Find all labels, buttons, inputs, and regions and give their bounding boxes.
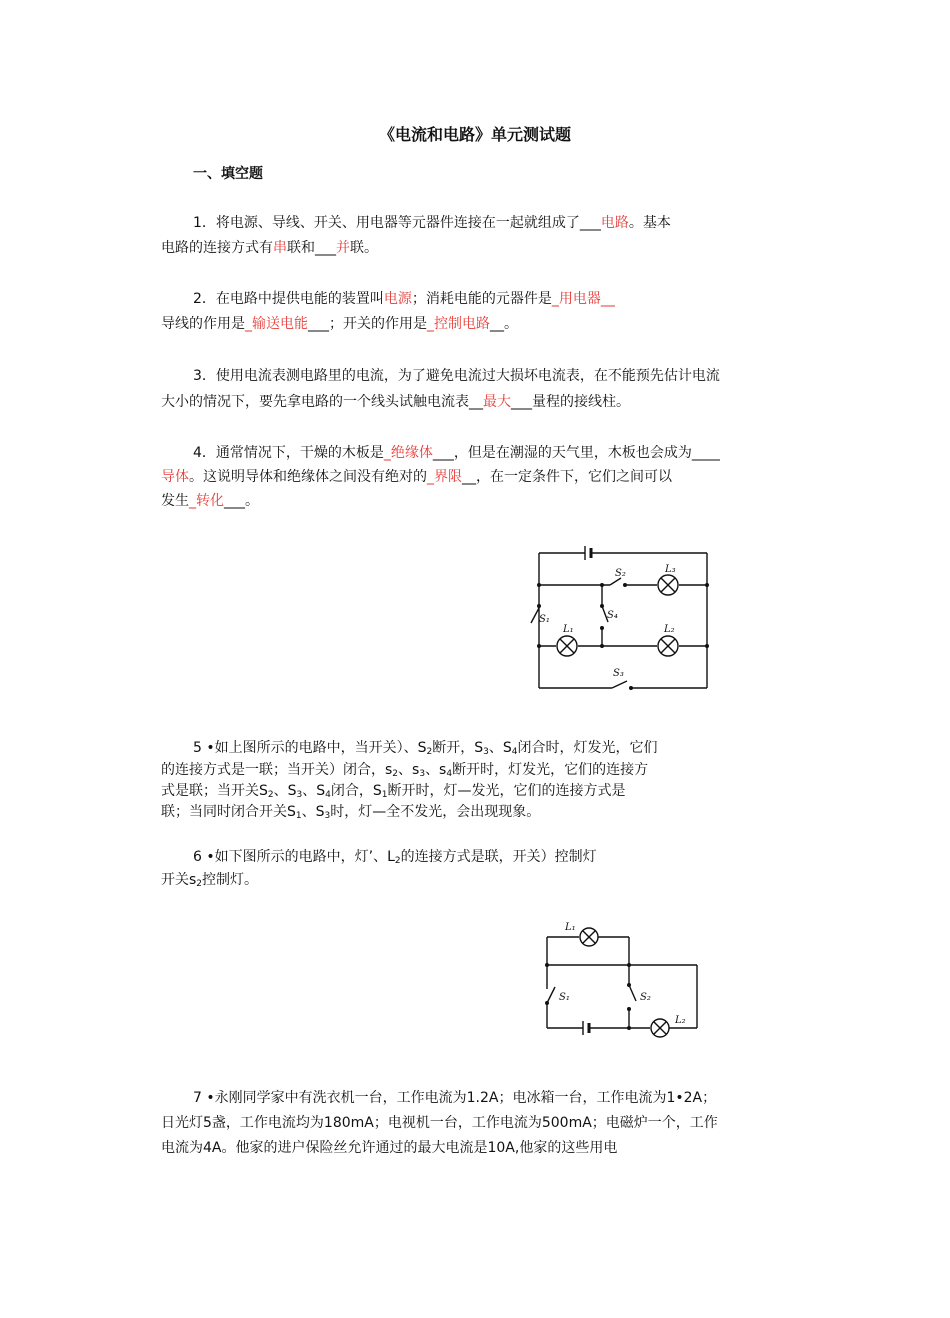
- label-l3: L₃: [665, 564, 676, 575]
- q5-text: 的连接方式是一联；当开关）闭合，s: [161, 762, 393, 778]
- q2-text: ___；开关的作用是: [308, 316, 427, 332]
- q5-line1: [193, 738, 658, 762]
- q7-line3: 电流为4A。他家的进户保险丝允许通过的最大电流是10A,他家的这些用电: [161, 1140, 618, 1156]
- q5-text: 闭合，S: [330, 783, 382, 799]
- q5-subscript: 2: [426, 747, 433, 757]
- q5-text: 断开，S: [432, 740, 484, 756]
- q5-subscript: 3: [483, 747, 489, 757]
- label-l2: L₂: [664, 624, 675, 635]
- q2-text: 导线的作用是: [161, 316, 245, 332]
- q4-answer: _绝缘体: [383, 445, 433, 461]
- q4-text: ___，但是在潮湿的天气里，木板也会成为____: [432, 445, 720, 461]
- q2-text: __。: [490, 316, 518, 332]
- q5-subscript: 2: [392, 769, 399, 779]
- q4-text: 。这说明导体和绝缘体之间没有绝对的: [189, 469, 427, 485]
- q1-answer: 串: [273, 240, 287, 256]
- q7-line2: 日光灯5盏，工作电流均为180mA；电视机一台，工作电流为500mA；电磁炉一个，工作: [161, 1115, 718, 1131]
- label-s1: S₁: [539, 614, 550, 625]
- q4-line1: [193, 443, 720, 463]
- q5-text: 闭合时，灯发光，它们: [517, 740, 658, 756]
- q5-text: 、S: [273, 783, 297, 799]
- q6-text: 6 •如下图所示的电路中，灯’、L: [193, 849, 395, 865]
- q5-line4: [161, 802, 540, 826]
- label-l1: L₁: [565, 922, 576, 933]
- q2-answer: _控制电路: [427, 316, 490, 332]
- q3-text: ___量程的接线柱。: [511, 394, 630, 410]
- q2-line1: [193, 289, 615, 309]
- q2-answer: 电源: [383, 291, 412, 307]
- q1-text: 电路的连接方式有: [161, 240, 273, 256]
- q4-text: __，在一定条件下，它们之间可以: [462, 469, 672, 485]
- q1-text: 。基本: [628, 215, 671, 231]
- q3-text: 大小的情况下，要先拿电路的一个线头试触电流表__: [161, 394, 483, 410]
- section-title: 一、填空题: [193, 166, 263, 182]
- circuit-diagram-2: [537, 915, 707, 1047]
- q4-text: ___。: [224, 493, 259, 509]
- q5-text: 5 •如上图所示的电路中，当开关）、S: [193, 740, 427, 756]
- q4-line2: [161, 467, 672, 487]
- q5-subscript: 1: [295, 811, 302, 821]
- q2-text: 2．在电路中提供电能的装置叫: [193, 291, 384, 307]
- q6-subscript: 2: [196, 879, 203, 889]
- q6-line1: [193, 847, 597, 871]
- q5-subscript: 4: [325, 790, 331, 800]
- q1-line2: [161, 238, 378, 258]
- q4-line3: [161, 491, 259, 511]
- q5-text: 时，灯—全不发光，会出现现象。: [330, 804, 541, 820]
- label-s3: S₃: [613, 668, 624, 679]
- q2-text: ；消耗电能的元器件是: [411, 291, 552, 307]
- q5-text: 、s: [398, 762, 420, 778]
- q5-subscript: 3: [419, 769, 426, 779]
- q4-answer: _转化: [189, 493, 224, 509]
- q2-answer: _输送电能: [245, 316, 308, 332]
- q2-answer: _用电器__: [551, 291, 615, 307]
- q5-text: 、S: [301, 804, 325, 820]
- q1-answer: 并: [336, 240, 350, 256]
- q5-subscript: 4: [446, 769, 453, 779]
- q7-line1: 7 •永刚同学家中有洗衣机一台，工作电流为1.2A；电冰箱一台，工作电流为1•2A；: [193, 1090, 717, 1106]
- q4-text: 4．通常情况下，干燥的木板是: [193, 445, 384, 461]
- q5-text: 、S: [302, 783, 326, 799]
- q6-subscript: 2: [394, 856, 401, 866]
- q5-text: 断开时，灯—发光，它们的连接方式是: [387, 783, 626, 799]
- q6-text: 控制灯。: [202, 872, 259, 888]
- q5-subscript: 2: [267, 790, 274, 800]
- q1-line1: [193, 213, 671, 233]
- label-l1: L₁: [563, 624, 574, 635]
- q3-line1: 3．使用电流表测电路里的电流，为了避免电流过大损坏电流表，在不能预先估计电流: [193, 368, 720, 384]
- circuit-diagram-1: [527, 538, 717, 696]
- q1-text: 1．将电源、导线、开关、用电器等元器件连接在一起就组成了___: [193, 215, 601, 231]
- q5-subscript: 1: [381, 790, 388, 800]
- q3-answer: 最大: [483, 394, 511, 410]
- q1-text: 联和___: [287, 240, 336, 256]
- q5-text: 式是联；当开关S: [161, 783, 268, 799]
- q5-text: 断开时，灯发光，它们的连接方: [452, 762, 649, 778]
- q6-line2: [161, 870, 258, 894]
- q5-subscript: 3: [296, 790, 303, 800]
- label-s1: S₁: [559, 992, 570, 1003]
- document-title: 《电流和电路》单元测试题: [378, 125, 571, 144]
- q1-answer: 电路: [600, 215, 629, 231]
- q6-text: 的连接方式是联，开关）控制灯: [400, 849, 597, 865]
- q5-subscript: 4: [511, 747, 518, 757]
- q5-text: 、S: [488, 740, 512, 756]
- q4-answer: _界限: [427, 469, 462, 485]
- label-s2: S₂: [640, 992, 651, 1003]
- q1-text: 联。: [350, 240, 378, 256]
- label-l2: L₂: [675, 1015, 686, 1026]
- q5-text: 、s: [425, 762, 447, 778]
- label-s4: S₄: [607, 610, 618, 621]
- q5-subscript: 3: [324, 811, 331, 821]
- q2-line2: [161, 314, 518, 334]
- q4-answer: 导体: [161, 469, 189, 485]
- q5-text: 联；当同时闭合开关S: [161, 804, 296, 820]
- label-s2: S₂: [615, 568, 626, 579]
- q6-text: 开关s: [161, 872, 197, 888]
- q4-text: 发生: [161, 493, 189, 509]
- q3-line2: [161, 392, 630, 412]
